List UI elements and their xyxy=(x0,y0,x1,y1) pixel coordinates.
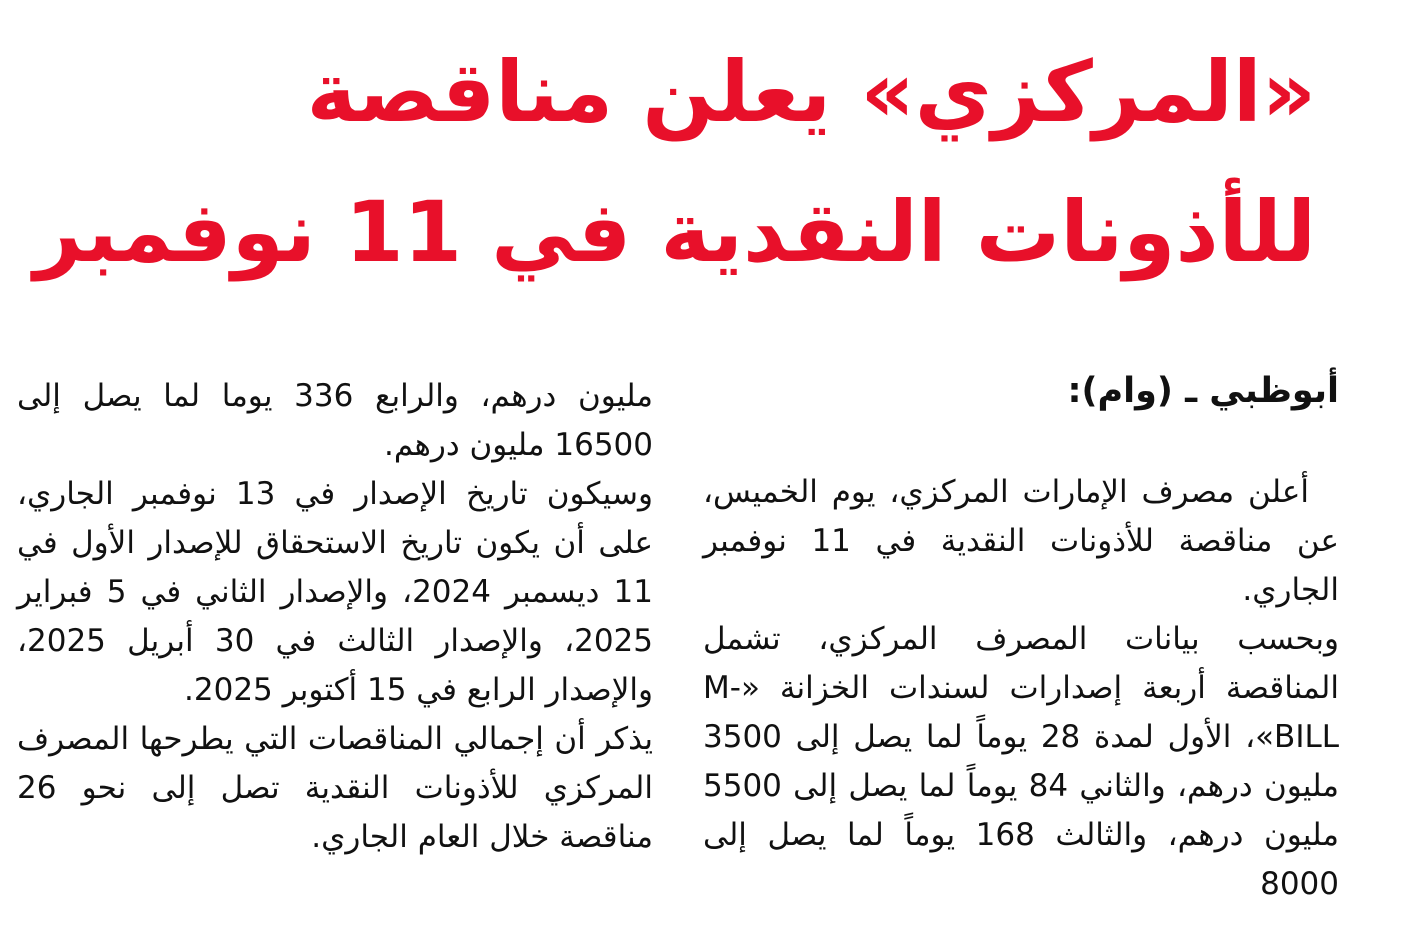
article-column-right xyxy=(703,362,1339,909)
paragraph-intro: أعلن مصرف الإمارات المركزي، يوم الخميس، عن مناقصة للأذونات النقدية في 11 نوفمبر الجاري. xyxy=(703,474,1339,608)
paragraph-details-end: مليون درهم، والرابع 336 يوما لما يصل إلى 16500 مليون درهم. xyxy=(17,378,653,463)
paragraph-details-start: وبحسب بيانات المصرف المركزي، تشمل المناقصة أربعة إصدارات لسندات الخزانة «M-BILL»، الأول لمدة 28 يوماً لما يصل إلى 3500 مليون درهم، والثاني 84 يوماً لما يصل إلى 5500 مليون درهم، والثالث 168 يوماً لما يصل إلى 8000 xyxy=(703,621,1339,902)
paragraph-issue-dates: وسيكون تاريخ الإصدار في 13 نوفمبر الجاري، على أن يكون تاريخ الاستحقاق للإصدار الأول في 11 ديسمبر 2024، والإصدار الثاني في 5 فبراير 2025، والإصدار الثالث في 30 أبريل 2025، والإصدار الرابع في 15 أكتوبر 2025. xyxy=(17,476,653,708)
dateline: أبوظبي ـ (وام): xyxy=(1067,371,1339,411)
paragraph-total-tenders: يذكر أن إجمالي المناقصات التي يطرحها المصرف المركزي للأذونات النقدية تصل إلى نحو 26 مناقصة خلال العام الجاري. xyxy=(17,721,653,855)
article-headline: «المركزي» يعلن مناقصة للأذونات النقدية في 11 نوفمبر xyxy=(33,43,1316,281)
article-column-left xyxy=(17,372,653,862)
